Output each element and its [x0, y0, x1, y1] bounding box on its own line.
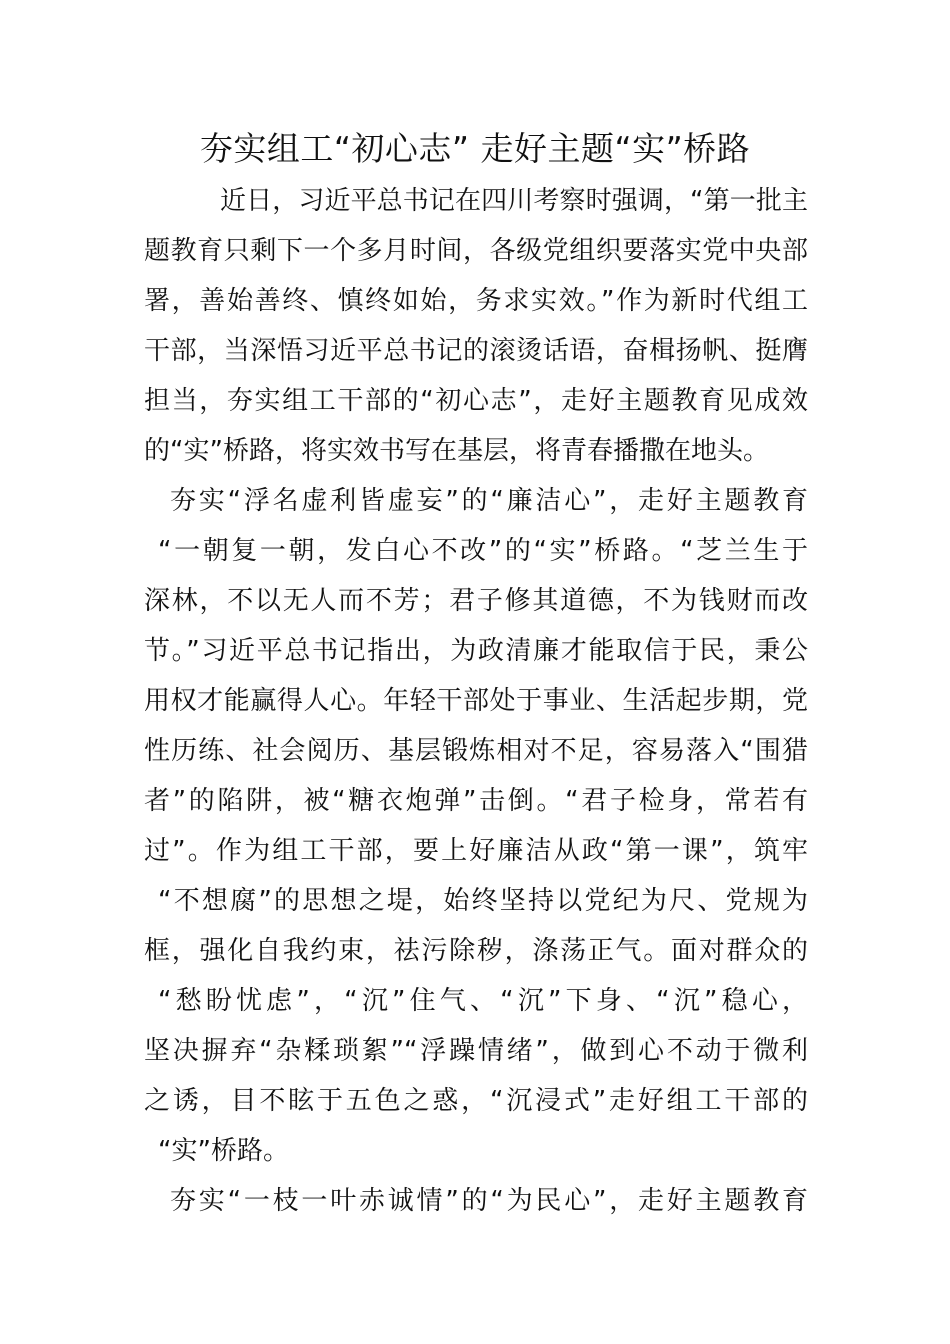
- paragraph-line: 题教育只剩下一个多月时间，各级党组织要落实党中央部: [144, 236, 808, 266]
- document-body: [144, 176, 808, 1226]
- paragraph-line: 者”的陷阱，被“糖衣炮弹”击倒。“君子检身，常若有: [144, 786, 808, 816]
- paragraph-line: 干部，当深悟习近平总书记的滚烫话语，奋楫扬帆、挺膺: [144, 336, 808, 366]
- paragraph-line: 节。”习近平总书记指出，为政清廉才能取信于民，秉公: [144, 636, 808, 666]
- paragraph-line: 担当，夯实组工干部的“初心志”，走好主题教育见成效: [144, 386, 808, 416]
- paragraph-line: 用权才能赢得人心。年轻干部处于事业、生活起步期，党: [144, 686, 808, 716]
- paragraph-line: 之诱，目不眩于五色之惑，“沉浸式”走好组工干部的: [144, 1086, 808, 1116]
- paragraph-line: 坚决摒弃“杂糅琐絮”“浮躁情绪”，做到心不动于微利: [144, 1036, 808, 1066]
- paragraph-line: “实”桥路。: [158, 1136, 289, 1166]
- paragraph-line: 夯实“一枝一叶赤诚情”的“为民心”，走好主题教育: [170, 1186, 808, 1216]
- paragraph-line: 过”。作为组工干部，要上好廉洁从政“第一课”，筑牢: [144, 836, 808, 866]
- paragraph-line: 深林，不以无人而不芳；君子修其道德，不为钱财而改: [144, 586, 808, 616]
- paragraph-line: 的“实”桥路，将实效书写在基层，将青春播撒在地头。: [144, 436, 769, 466]
- paragraph-line: 近日，习近平总书记在四川考察时强调，“第一批主: [220, 186, 808, 216]
- paragraph-line: 署，善始善终、慎终如始，务求实效。”作为新时代组工: [144, 286, 808, 316]
- paragraph-line: “不想腐”的思想之堤，始终坚持以党纪为尺、党规为: [158, 886, 808, 916]
- paragraph-line: “愁盼忧虑”，“沉”住气、“沉”下身、“沉”稳心，: [158, 986, 808, 1016]
- paragraph-line: “一朝复一朝，发白心不改”的“实”桥路。“芝兰生于: [158, 536, 808, 566]
- document-title: 夯实组工“初心志” 走好主题“实”桥路: [199, 129, 751, 168]
- paragraph-line: 框，强化自我约束，祛污除秽，涤荡正气。面对群众的: [144, 936, 808, 966]
- paragraph-line: 性历练、社会阅历、基层锻炼相对不足，容易落入“围猎: [144, 736, 808, 766]
- paragraph-line: 夯实“浮名虚利皆虚妄”的“廉洁心”，走好主题教育: [170, 486, 808, 516]
